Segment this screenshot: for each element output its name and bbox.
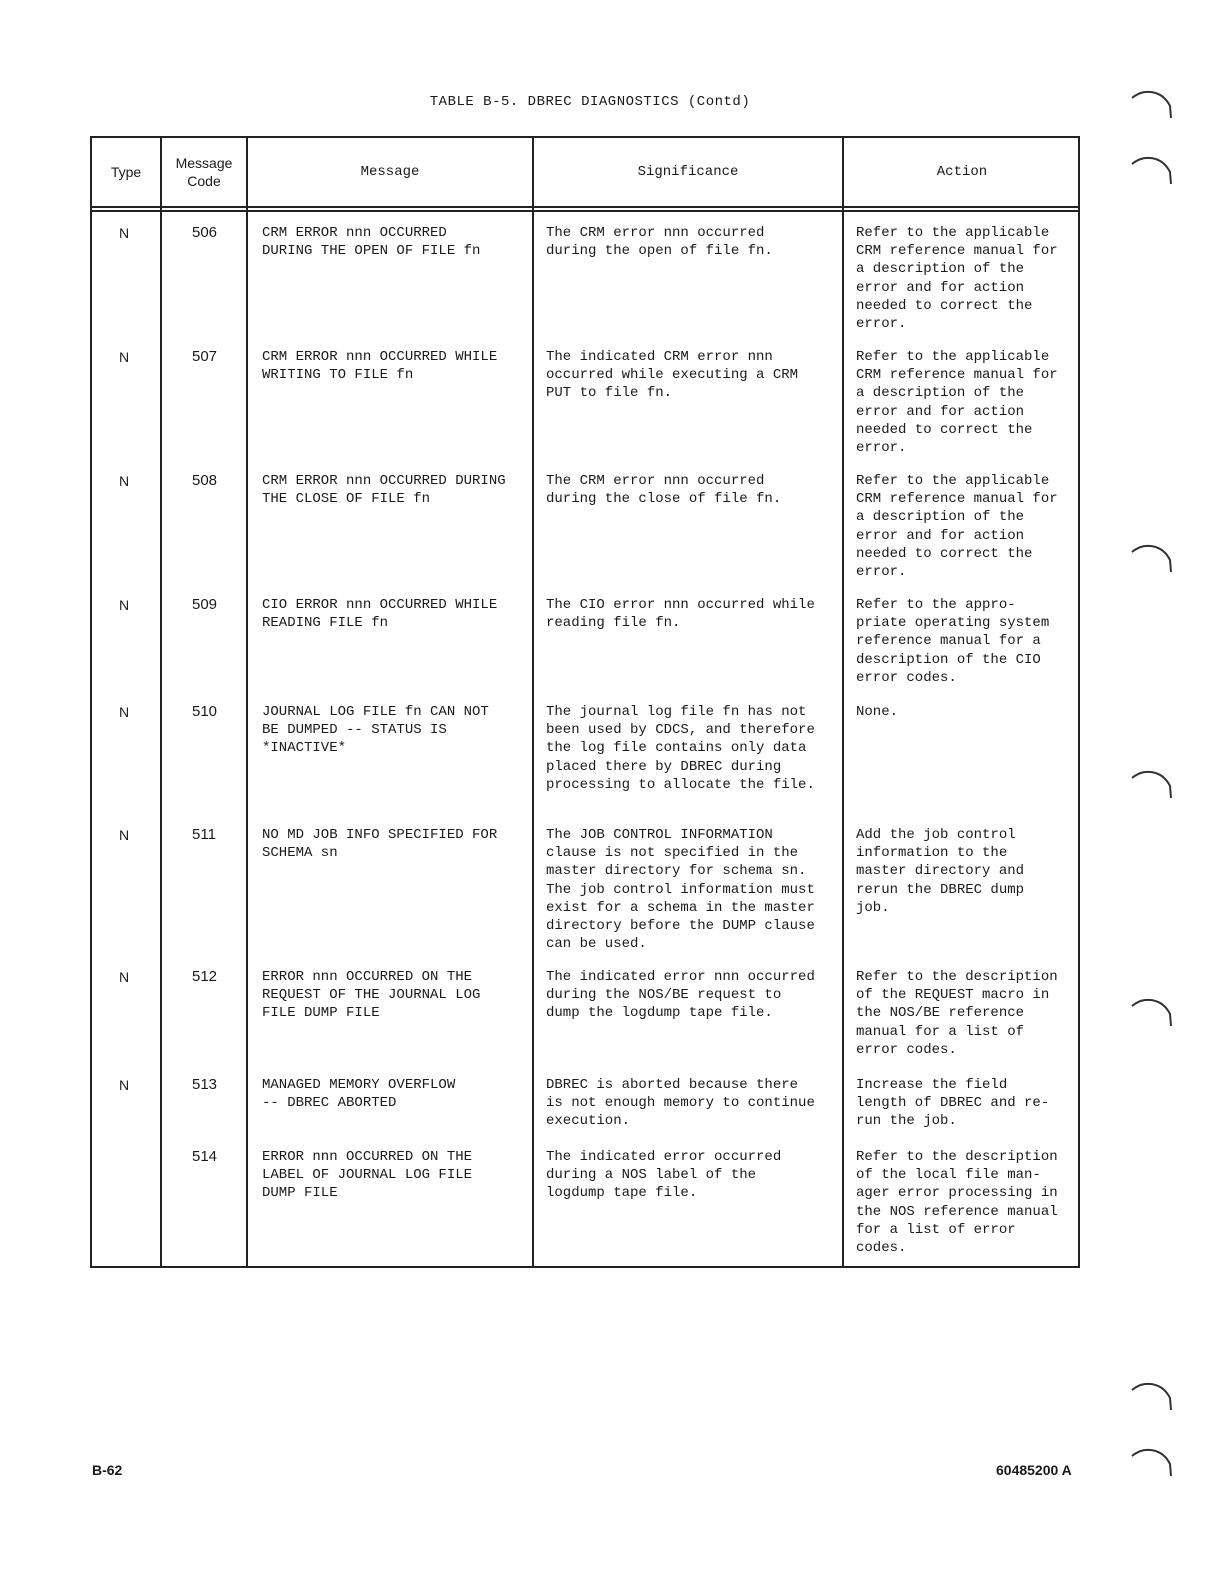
row-message-code: 513 (192, 1076, 218, 1093)
row-message-code: 509 (192, 596, 218, 613)
row-significance: The indicated CRM error nnn occurred while executing a CRM PUT to file fn. (546, 349, 799, 402)
column-divider (842, 138, 844, 1266)
row-type: N (119, 969, 130, 985)
row-significance: The JOB CONTROL INFORMATION clause is not specified in the master directory for schema sn. The job control information must exist for a schema in the master directory before the DUMP clause can be used. (546, 827, 815, 953)
column-divider (532, 138, 534, 1266)
header-action: Action (936, 164, 988, 180)
row-message: MANAGED MEMORY OVERFLOW -- DBREC ABORTED (262, 1077, 456, 1112)
row-action: Refer to the applicable CRM reference manual for a description of the error and for action needed to correct the error. (856, 473, 1058, 581)
header-rule (92, 206, 1078, 208)
row-message: CRM ERROR nnn OCCURRED WHILE WRITING TO FILE fn (262, 349, 498, 384)
row-message: CRM ERROR nnn OCCURRED DURING THE OPEN OF FILE fn (262, 225, 481, 260)
row-type: N (119, 473, 130, 489)
row-message-code: 514 (192, 1148, 218, 1165)
row-type: N (119, 704, 130, 720)
row-message-code: 508 (192, 472, 218, 489)
row-action: Increase the field length of DBREC and re- run the job. (856, 1077, 1050, 1130)
binder-hole-mark (1130, 994, 1174, 1030)
row-message-code: 512 (192, 968, 218, 985)
header-significance: Significance (637, 164, 739, 180)
row-type: N (119, 225, 130, 241)
row-significance: The indicated error nnn occurred during the NOS/BE request to dump the logdump tape file. (546, 969, 815, 1022)
row-action: Refer to the appro- priate operating system reference manual for a description of the CIO error codes. (856, 597, 1050, 686)
row-significance: The indicated error occurred during a NOS label of the logdump tape file. (546, 1149, 782, 1202)
row-message: ERROR nnn OCCURRED ON THE LABEL OF JOURNAL LOG FILE DUMP FILE (262, 1149, 473, 1202)
row-message: NO MD JOB INFO SPECIFIED FOR SCHEMA sn (262, 827, 498, 862)
row-type: N (119, 349, 130, 365)
row-type: N (119, 597, 130, 613)
binder-hole-mark (1130, 152, 1174, 188)
row-message: CIO ERROR nnn OCCURRED WHILE READING FILE fn (262, 597, 498, 632)
row-type: N (119, 827, 130, 843)
row-significance: The CRM error nnn occurred during the open of file fn. (546, 225, 773, 260)
row-message-code: 506 (192, 224, 218, 241)
row-message: ERROR nnn OCCURRED ON THE REQUEST OF THE JOURNAL LOG FILE DUMP FILE (262, 969, 481, 1022)
row-message-code: 510 (192, 703, 218, 720)
document-number: 60485200 A (996, 1462, 1072, 1478)
row-type: N (119, 1077, 130, 1093)
row-significance: The journal log file fn has not been used by CDCS, and therefore the log file contains only data placed there by DBREC during processing to allocate the file. (546, 704, 815, 793)
binder-hole-mark (1130, 1444, 1174, 1480)
row-message-code: 511 (192, 826, 216, 843)
row-significance: DBREC is aborted because there is not enough memory to continue execution. (546, 1077, 815, 1130)
row-message: JOURNAL LOG FILE fn CAN NOT BE DUMPED -- STATUS IS *INACTIVE* (262, 704, 489, 757)
row-action: Refer to the applicable CRM reference manual for a description of the error and for action needed to correct the error. (856, 225, 1058, 333)
diagnostics-table (90, 136, 1080, 1268)
row-action: Refer to the description of the REQUEST macro in the NOS/BE reference manual for a list of error codes. (856, 969, 1058, 1058)
row-action: Refer to the applicable CRM reference manual for a description of the error and for action needed to correct the error. (856, 349, 1058, 457)
header-message-code: Message Code (175, 155, 233, 189)
table-title: TABLE B-5. DBREC DIAGNOSTICS (Contd) (429, 94, 751, 110)
binder-hole-mark (1130, 86, 1174, 122)
header-message: Message (360, 164, 420, 180)
row-action: None. (856, 704, 899, 720)
column-divider (160, 138, 162, 1266)
row-action: Refer to the description of the local file man- ager error processing in the NOS reference manual for a list of error codes. (856, 1149, 1058, 1257)
row-action: Add the job control information to the master directory and rerun the DBREC dump job. (856, 827, 1025, 916)
header-rule (92, 210, 1078, 212)
row-significance: The CIO error nnn occurred while reading file fn. (546, 597, 815, 632)
row-message: CRM ERROR nnn OCCURRED DURING THE CLOSE OF FILE fn (262, 473, 506, 508)
header-type: Type (110, 164, 142, 180)
binder-hole-mark (1130, 540, 1174, 576)
row-significance: The CRM error nnn occurred during the close of file fn. (546, 473, 782, 508)
binder-hole-mark (1130, 766, 1174, 802)
row-message-code: 507 (192, 348, 218, 365)
page-number: B-62 (92, 1462, 123, 1478)
column-divider (246, 138, 248, 1266)
binder-hole-mark (1130, 1378, 1174, 1414)
